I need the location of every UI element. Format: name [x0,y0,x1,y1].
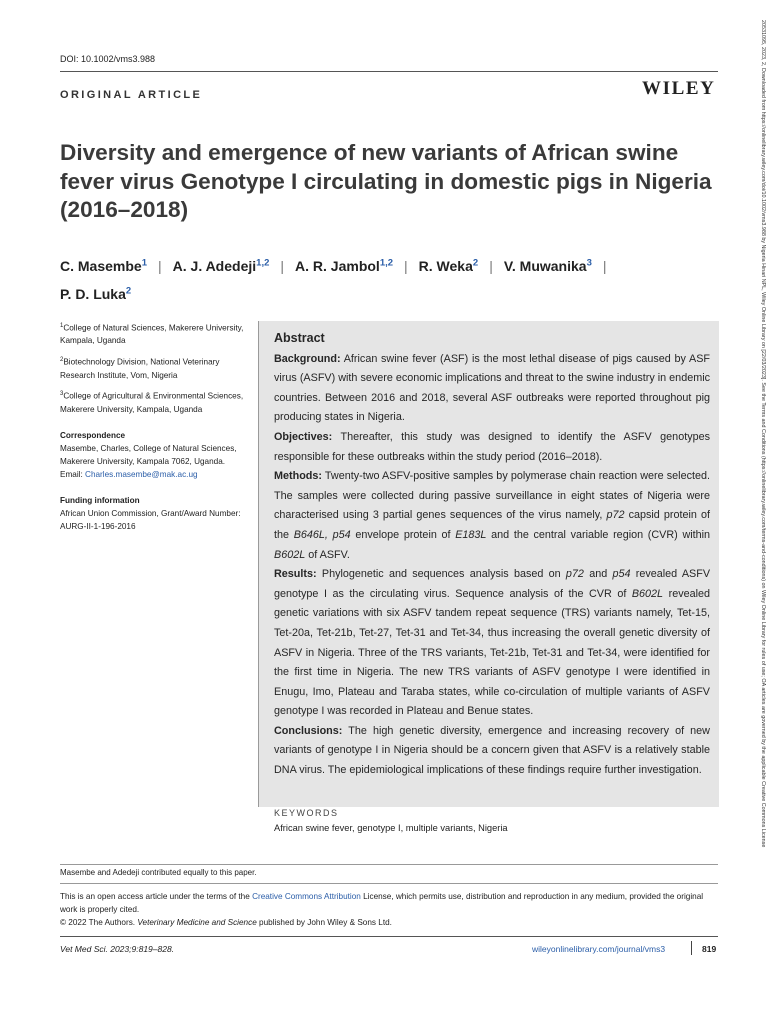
abstract [274,329,710,781]
footnote-equal-contribution: Masembe and Adedeji contributed equally to this paper. [60,868,257,877]
abstract-conclusions: Conclusions: The high genetic diversity, emergence and increasing recovery of new variants of genotype I in Nigeria should be a concern given that ASFV is a relatively stable DNA virus. The epidemiological implications of these findings require further investigation. [274,724,710,777]
author[interactable]: P. D. Luka$^2$ [60,285,132,303]
correspondence-heading: Correspondence [60,431,126,441]
correspondence [60,430,250,481]
license-link[interactable]: Creative Commons Attribution [252,892,361,901]
funding [60,495,250,533]
affiliation: $^1$College of Natural Sciences, Makerere University, Kampala, Uganda [60,323,244,346]
publisher-logo: WILEY [642,78,716,99]
author-separator: | [404,257,408,274]
author-separator: | [602,257,607,274]
doi: DOI: 10.1002/vms3.988 [60,54,156,64]
affiliation: $^2$Biotechnology Division, National Veterinary Research Institute, Vom, Nigeria [60,357,220,380]
abstract-background: Background: African swine fever (ASF) is the most lethal disease of pigs caused by ASF virus (ASFV) with severe economic implications and threat to the swine industry in endemic countries. Between 2016 and 2018, several ASF outbreaks were reported throughout pig producing states in Nigeria. [274,352,711,424]
author-separator: | [158,257,162,274]
author-separator: | [280,257,285,274]
author[interactable]: R. Weka$^2$ [418,257,479,274]
header-rule [60,71,718,72]
copyright-statement: © 2022 The Authors. Veterinary Medicine and Science published by John Wiley & Sons Ltd. [60,918,392,927]
author-separator: | [489,257,493,274]
journal-citation: Vet Med Sci. 2023;9:819–828. [60,944,175,954]
author-list [60,250,720,307]
page-number: 819 [702,944,717,954]
author[interactable]: A. R. Jambol$^{1,2}$ [295,257,394,274]
author[interactable]: A. J. Adedeji$^{1,2}$ [172,257,270,274]
author[interactable]: C. Masembe$^1$ [60,257,147,274]
abstract-methods: Methods: Twenty-two ASFV-positive samples by polymerase chain reaction were selected. The samples were collected during passive surveillance in eight states of Nigeria were characterised using 3 partial genes sequences of the virus namely, p72 capsid protein of the B646L, p54 envelope protein of E183L and the central variable region (CVR) within B602L of ASFV. [274,470,711,561]
footnote-rule [60,864,718,865]
download-side-note: 20531095, 2023, 2, Downloaded from https://onlinelibrary.wiley.com/doi/10.1002/vms3.988 by Nigeria Hinari NPL, Wiley Online Library on [22/03/2023]. See the Terms and Conditions (https://onlinelibrary.wiley.com/terms-and-conditions) on Wiley Online Library for rules of use; OA articles are governed by the applicable Creative Commons License [760,20,766,848]
correspondence-text: Masembe, Charles, College of Natural Sciences, Makerere University, Kampala 7062, Uganda. [60,444,237,466]
affiliation: $^3$College of Agricultural & Environmental Sciences, Makerere University, Kampala, Uganda [60,391,244,414]
funding-text: African Union Commission, Grant/Award Number: AURG-II-1-196-2016 [60,508,241,531]
front-matter-sidebar [60,320,250,533]
keywords-heading: KEYWORDS [274,808,339,818]
keywords-text: African swine fever, genotype I, multiple variants, Nigeria [274,823,508,833]
article-type: ORIGINAL ARTICLE [60,89,203,101]
footnote-rule [60,883,718,884]
author[interactable]: V. Muwanika$^3$ [503,257,592,274]
article-title: Diversity and emergence of new variants of African swine fever virus Genotype I circulating in domestic pigs in Nigeria (2016–2018) [60,140,712,222]
journal-url-link[interactable]: wileyonlinelibrary.com/journal/vms3 [532,944,666,954]
license-statement: This is an open access article under the terms of the Creative Commons Attribution License, which permits use, distribution and reproduction in any medium, provided the original work is properly cited. [60,892,704,914]
abstract-heading: Abstract [274,331,325,345]
funding-heading: Funding information [60,496,140,506]
footer-rule [60,936,718,937]
abstract-results: Results: Phylogenetic and sequences analysis based on p72 and p54 revealed ASFV genotype I as the circulating virus. Sequence analysis of the CVR of B602L revealed genetic variations with six ASFV tandem repeat sequence (TRS) variants namely, Tet-15, Tet-20a, Tet-21b, Tet-27, Tet-31 and Tet-34, thus increasing the overall genetic diversity of ASFV in Nigeria. Three of the TRS variants, Tet-21b, Tet-31 and Tet-34, were identified for the first time in Nigeria. The new TRS variants of ASFV genotype I were identified in Enugu, Imo, Plateau and Taraba states, while co-circulation of multiple variants of ASFV genotype I was recorded in Plateau and Benue states. [274,568,711,718]
correspondence-email: Email: Charles.masembe@mak.ac.ug [60,469,198,479]
email-link[interactable]: Charles.masembe@mak.ac.ug [85,469,198,479]
abstract-objectives: Objectives: Thereafter, this study was designed to identify the ASFV genotypes responsible for these outbreaks within the study period (2016–2018). [274,430,711,463]
page-separator [691,941,692,955]
